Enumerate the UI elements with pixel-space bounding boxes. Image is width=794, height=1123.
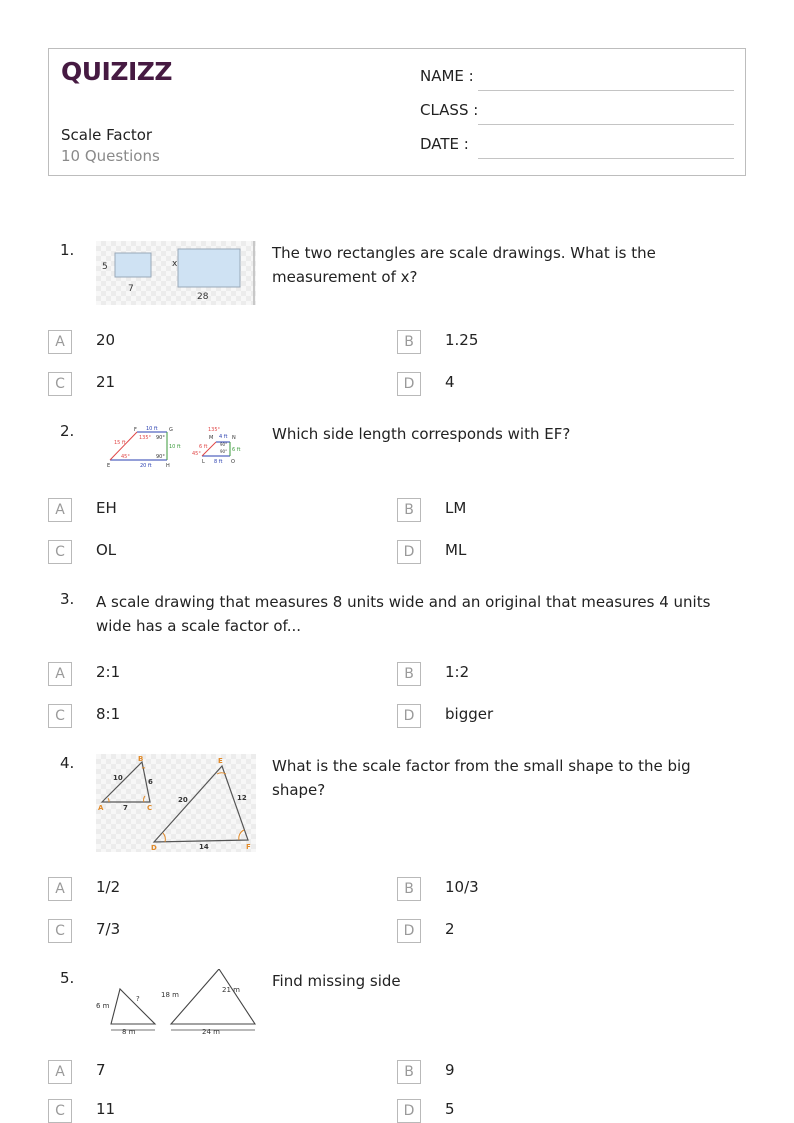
fig-label: 21 m — [222, 986, 240, 994]
option-letter: A — [48, 330, 72, 354]
fig-label: ? — [136, 995, 140, 1003]
fig-label: 7 — [123, 804, 128, 812]
option-text: EH — [96, 499, 117, 517]
label-5: 5 — [102, 262, 108, 272]
fig-label: 20 ft — [140, 463, 152, 469]
fig-label: 90° — [156, 454, 165, 460]
small-rectangle — [115, 253, 151, 277]
option-text: 4 — [445, 373, 455, 391]
fig-label: A — [98, 804, 104, 812]
fig-label: 10 ft — [146, 426, 158, 432]
option-letter: D — [397, 372, 421, 396]
question-text: Which side length corresponds with EF? — [272, 425, 571, 443]
question-4-figure — [96, 754, 256, 852]
fig-label: 6 ft — [199, 444, 208, 450]
option-text: 2:1 — [96, 663, 121, 681]
option-text: 9 — [445, 1061, 455, 1079]
fig-label: 18 m — [161, 991, 179, 999]
fig-label: 90° — [220, 449, 228, 454]
fig-label: B — [138, 755, 144, 763]
fig-label: N — [232, 435, 236, 441]
fig-label: 135° — [208, 427, 221, 433]
worksheet-header — [48, 48, 746, 176]
fig-label: M — [209, 435, 214, 441]
worksheet-title: Scale Factor — [61, 126, 153, 144]
class-line[interactable] — [478, 124, 734, 125]
fig-label: 10 ft — [169, 444, 181, 450]
class-label: CLASS : — [420, 101, 479, 119]
name-label: NAME : — [420, 67, 474, 85]
option-text: LM — [445, 499, 467, 517]
small-triangle — [111, 989, 155, 1024]
option-text: 21 — [96, 373, 116, 391]
option-letter: B — [397, 877, 421, 901]
option-text: bigger — [445, 705, 494, 723]
large-rectangle — [178, 249, 240, 287]
large-triangle — [171, 969, 255, 1024]
fig-label: 90° — [220, 442, 228, 447]
option-text: 2 — [445, 920, 455, 938]
fig-label: 8 ft — [214, 459, 223, 465]
option-text: 5 — [445, 1100, 455, 1118]
class-field[interactable] — [420, 101, 734, 125]
fig-label: E — [218, 757, 223, 765]
option-text: 1.25 — [445, 331, 479, 349]
question-count: 10 Questions — [61, 147, 160, 165]
question-text: The two rectangles are scale drawings. What is the measurement of x? — [272, 244, 656, 286]
name-line[interactable] — [478, 90, 734, 91]
option-text: 10/3 — [445, 878, 479, 896]
option-text: 7 — [96, 1061, 106, 1079]
option-letter: D — [397, 919, 421, 943]
fig-label: F — [246, 843, 251, 851]
option-text: OL — [96, 541, 117, 559]
date-label: DATE : — [420, 135, 469, 153]
date-line[interactable] — [478, 158, 734, 159]
question-text: What is the scale factor from the small shape to the big shape? — [272, 757, 691, 799]
question-number: 5. — [60, 969, 75, 987]
missing-side-triangles — [96, 969, 256, 1035]
question-text: Find missing side — [272, 972, 401, 990]
option-letter: D — [397, 1099, 421, 1123]
option-letter: D — [397, 540, 421, 564]
similar-triangles-diagram — [96, 754, 256, 852]
fig-label: H — [166, 463, 170, 469]
option-text: 1:2 — [445, 663, 470, 681]
fig-label: 20 — [178, 796, 188, 804]
question-number: 1. — [60, 241, 75, 259]
option-letter: B — [397, 330, 421, 354]
option-letter: C — [48, 1099, 72, 1123]
question-2-figure — [96, 422, 256, 470]
fig-label: 6 m — [96, 1002, 110, 1010]
label-7: 7 — [128, 284, 134, 294]
name-field[interactable] — [420, 67, 734, 91]
option-text: 1/2 — [96, 878, 121, 896]
option-letter: B — [397, 1060, 421, 1084]
question-1-figure — [96, 241, 256, 305]
option-text: 11 — [96, 1100, 116, 1118]
date-field[interactable] — [420, 135, 734, 159]
fig-label: O — [231, 459, 235, 465]
option-text: 8:1 — [96, 705, 121, 723]
fig-label: 45° — [121, 454, 130, 460]
fig-label: 4 ft — [219, 434, 228, 440]
fig-label: L — [202, 459, 205, 465]
fig-label: 8 m — [122, 1028, 136, 1035]
rectangles-diagram — [96, 241, 256, 305]
fig-label: 90° — [156, 435, 165, 441]
fig-label: 14 — [199, 843, 209, 851]
fig-label: C — [147, 804, 153, 812]
option-letter: D — [397, 704, 421, 728]
option-letter: A — [48, 1060, 72, 1084]
fig-label: F — [134, 427, 137, 433]
option-letter: B — [397, 662, 421, 686]
option-letter: A — [48, 662, 72, 686]
question-text: A scale drawing that measures 8 units wide and an original that measures 4 units wide has a scale factor of... — [96, 593, 711, 635]
fig-label: G — [169, 427, 173, 433]
fig-label: E — [107, 463, 111, 469]
fig-label: D — [151, 844, 157, 852]
fig-label: 10 — [113, 774, 123, 782]
option-text: 7/3 — [96, 920, 121, 938]
quizizz-logo: QUIZIZZ — [61, 57, 173, 86]
option-letter: C — [48, 540, 72, 564]
large-triangle — [154, 766, 248, 842]
fig-label: 24 m — [202, 1028, 220, 1035]
option-letter: C — [48, 919, 72, 943]
question-number: 4. — [60, 754, 75, 772]
fig-label: 6 — [148, 778, 153, 786]
option-letter: C — [48, 372, 72, 396]
fig-label: 45° — [192, 451, 201, 457]
fig-label: 12 — [237, 794, 247, 802]
fig-label: 6 ft — [232, 447, 241, 453]
fig-label: 15 ft — [114, 440, 126, 446]
question-number: 2. — [60, 422, 75, 440]
trapezoids-diagram — [96, 422, 256, 470]
option-letter: A — [48, 498, 72, 522]
option-letter: C — [48, 704, 72, 728]
label-x: x — [172, 259, 178, 269]
option-letter: B — [397, 498, 421, 522]
option-letter: A — [48, 877, 72, 901]
question-number: 3. — [60, 590, 75, 608]
option-text: 20 — [96, 331, 116, 349]
label-28: 28 — [197, 292, 209, 302]
option-text: ML — [445, 541, 467, 559]
question-5-figure — [96, 969, 256, 1035]
fig-label: 135° — [139, 435, 152, 441]
